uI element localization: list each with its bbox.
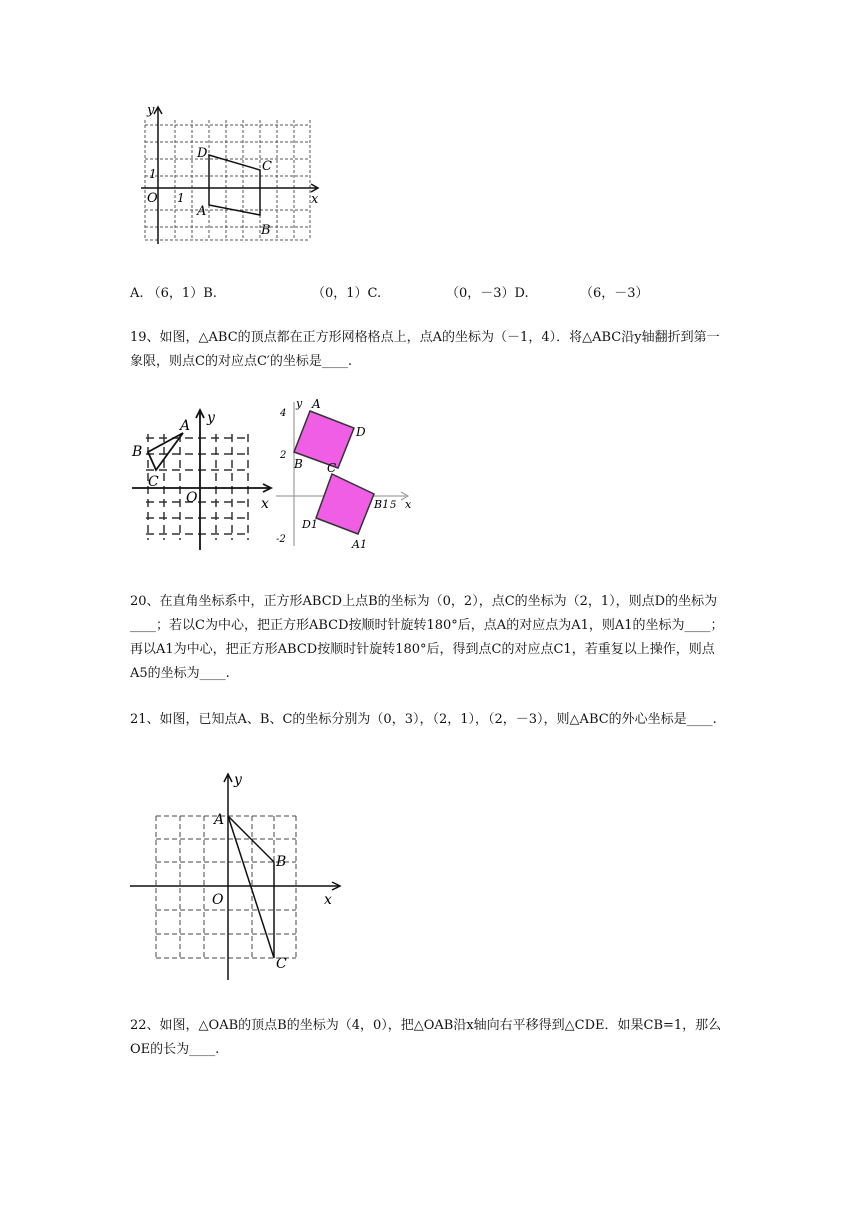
fig1-label-C: C: [262, 159, 272, 174]
question-22: 22、如图，△OAB的顶点B的坐标为（4，0），把△OAB沿x轴向右平移得到△CDE．如果CB=1，那么OE的长为____.: [130, 1018, 722, 1057]
fig1-label-x: x: [311, 192, 319, 207]
fig4-label-y: y: [234, 772, 242, 788]
fig2-label-y: y: [207, 410, 215, 426]
fig3-label-D: D: [356, 425, 366, 439]
fig4-label-x: x: [324, 892, 332, 908]
fig3-label-A1: A1: [352, 538, 367, 551]
fig1-label-1x: 1: [177, 191, 185, 205]
fig4-label-C: C: [276, 956, 287, 972]
option-c: （0，－3）D.: [446, 286, 529, 301]
fig1-label-D: D: [197, 146, 208, 161]
fig2-label-B: B: [132, 444, 143, 460]
option-b: （0，1）C.: [312, 286, 382, 301]
option-a: A. （6，1）B.: [130, 286, 217, 301]
fig3-label-B1: B1: [374, 498, 390, 511]
fig3-label-2: 2: [280, 450, 287, 461]
question-19: 19、如图，△ABC的顶点都在正方形网格格点上，点A的坐标为（－1，4）．将△ABC沿y轴翻折到第一象限，则点C的对应点C′的坐标是____.: [130, 330, 720, 369]
figure-q21-grid: [126, 768, 350, 983]
fig1-label-B: B: [261, 223, 271, 238]
fig2-label-C: C: [148, 474, 159, 490]
fig2-label-A: A: [180, 418, 191, 434]
fig4-label-B: B: [276, 854, 287, 870]
question-20: 20、在直角坐标系中，正方形ABCD上点B的坐标为（0，2），点C的坐标为（2，1），则点D的坐标为____；若以C为中心，把正方形ABCD按顺时针旋转180°后，点A的对应点为A1，则A1的坐标为____；再以A1为中心，把正方形ABCD按顺时针旋转180°后，得到点C的对应点C1，若重复以上操作，则点A5的坐标为____.: [130, 594, 724, 681]
fig1-label-1y: 1: [149, 167, 157, 181]
fig1-label-A: A: [197, 204, 207, 219]
fig3-label-B: B: [294, 457, 303, 471]
options-line: [130, 284, 649, 304]
fig1-label-origin: O: [147, 191, 158, 206]
fig3-label-A: A: [312, 397, 321, 411]
fig3-label-y: y: [296, 397, 303, 410]
fig3-label-4: 4: [280, 408, 287, 419]
fig3-label-x: x: [405, 498, 412, 511]
fig3-label-5: 5: [390, 500, 397, 511]
fig4-label-origin: O: [212, 892, 224, 908]
fig3-label-D1: D1: [302, 518, 318, 531]
fig3-label-neg2: -2: [276, 534, 286, 545]
figure-q19-grid: [128, 402, 276, 554]
fig3-label-C: C: [327, 461, 337, 475]
figure-q20-squares: [274, 396, 414, 556]
figure-q18-grid: [135, 100, 335, 250]
fig2-label-origin: O: [186, 490, 198, 506]
option-d: （6，－3）: [580, 286, 649, 301]
question-21: 21、如图，已知点A、B、C的坐标分别为（0，3），（2，1），（2，－3），则△ABC的外心坐标是____.: [130, 712, 717, 727]
fig4-label-A: A: [214, 812, 225, 828]
fig1-label-y: y: [147, 103, 155, 118]
fig2-label-x: x: [261, 496, 269, 512]
